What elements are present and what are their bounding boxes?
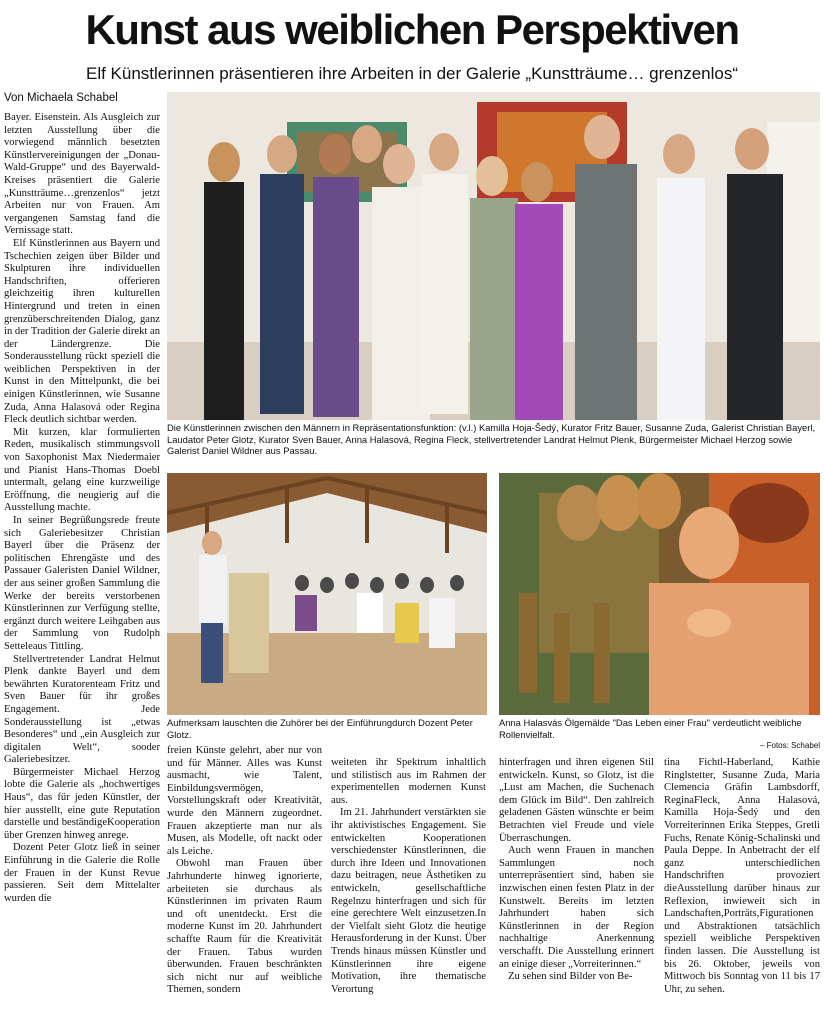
audience-photo-caption: Aufmerksam lauschten die Zuhörer bei der Einführungdurch Dozent Peter Glotz. xyxy=(167,717,473,740)
byline: Von Michaela Schabel xyxy=(4,92,118,104)
article-column-3 xyxy=(331,757,486,996)
paragraph: In seiner Begrüßungsrede freute sich Galeriebesitzer Christian Bayerl über die Präsenz der politischen Ehrengäste und des Passauer Galeristen Daniel Wildner, der aus seiner großen Sammlung die Werke der bereits verstorbenen Künstlerinnen zur Verfügung stellte, ergänzt durch weitere Leihgaben aus der Sammlung von Rudolph Setteleaus Tittling. xyxy=(4,515,160,652)
paragraph: Stellvertretender Landrat Helmut Plenk dankte Bayerl und dem bewährten Kuratorenteam Fritz und Sven Bauer für ihr großes Engagement. Jede Sonderausstellung ist „etwas Besonderes“ und „ein Ausgleich zur digitalen Welt“, sooder Galeriebesitzer. xyxy=(4,653,160,766)
painting-caption-text: Anna Halasvás Ölgemälde "Das Leben einer Frau" verdeutlicht weibliche Rollenvielfalt. xyxy=(499,717,802,740)
article-column-5 xyxy=(664,757,820,996)
group-photo-caption: Die Künstlerinnen zwischen den Männern in Repräsentationsfunktion: (v.l.) Kamilla Hoja-Šedý, Kurator Fritz Bauer, Susanne Zuda, Galerist Christian Bayerl, Laudator Peter Glotz, Kurator Sven Bauer, Anna Halasová, Regina Fleck, stellvertretender Landrat Helmut Plenk, Bürgermeister Michael Herzog sowie Galerist Daniel Wildner aus Passau. xyxy=(167,422,816,456)
paragraph: Dozent Peter Glotz ließ in seiner Einführung in die Galerie die Rolle der Frauen in der Kunst Revue passieren. Seit dem Mittelalter wurden die xyxy=(4,842,160,904)
subheadline: Elf Künstlerinnen präsentieren ihre Arbeiten in der Galerie „Kunstträume… grenzenlos“ xyxy=(85,64,738,83)
article-column-1 xyxy=(4,112,160,905)
audience-photo xyxy=(167,473,487,715)
group-photo xyxy=(167,92,820,420)
photo-credit: – Fotos: Schabel xyxy=(759,741,820,750)
paragraph: Zu sehen sind Bilder von Be- xyxy=(508,971,633,983)
paragraph: Elf Künstlerinnen aus Bayern und Tschechien zeigen über Bilder und Skulpturen ihre individuellen Handschriften, offerieren gleichzeitig ihren kulturellen Hintergrund und treten in einen grenzüberschreitenden Dialog, ganz in der Tradition der Galerie direkt an der Ländergrenze. Die Sonderausstellung rückt speziell die weiblichen Perspektiven in der Kunst in den Mittelpunkt, die bei einigen Künstlerinnen, wie Susanne Zuda, Anna Halasová oder Regina Fleck deutlich sichtbar werden. xyxy=(4,237,160,426)
paragraph: Mit kurzen, klar formulierten Reden, musikalisch stimmungsvoll von Saxophonist Max Niedermaier und Pianist Hans-Thomas Doebl untermalt, gelang eine kurzweilige Eröffnung, die neugierig auf die Ausstellung machte. xyxy=(4,426,160,514)
paragraph: Obwohl man Frauen über Jahrhunderte hinweg ignorierte, arbeiteten sie durchaus als Künstlerinnen im privaten Raum und oft unentdeckt. Erst die moderne Kunst im 20. Jahrhundert schaffte Raum für die Kreativität der Frauen. Tabus wurden überwunden. Frauen beschränkten sich nicht nur auf weibliche Themen, sondern xyxy=(167,858,322,996)
paragraph: tina Fichtl-Haberland, Kathie Ringlstetter, Susanne Zuda, Maria Clemencia Gräfin Lambsdorff, ReginaFleck, Anna Halasová, Kamilla Hoja-Šedý und den Vorreiterinnen Erika Steppes, Gretli Fuchs, Renate König-Schalinski und Paula Deppe. In Anbetracht der elf ganz unterschiedlichen Handschriften provoziert dieAusstellung darüber hinaus zur Reflexion, inwieweit sich in Landschaften,Porträts,Figurationen und Abstraktionen tatsächlich speziell weibliche Perspektiven finden lassen. Die Ausstellung ist bis 26. Oktober, jeweils von Mittwoch bis Sonntag von 11 bis 17 Uhr, zu sehen. xyxy=(664,757,820,995)
article-column-2 xyxy=(167,745,322,997)
paragraph: freien Künste gelehrt, aber nur von und für Männer. Alles was Kunst ausmacht, wie Talent, Einbildungsvermögen, Vorstellungskraft oder Kreativität, wurde den Männern zugeordnet. Frauen akzeptierte man nur als Musen, als Modelle, oft nackt oder als Leiche. xyxy=(167,745,322,857)
headline: Kunst aus weiblichen Perspektiven xyxy=(85,6,739,53)
paragraph: Im 21. Jahrhundert verstärkten sie ihr aktivistisches Engagement. Sie entwickelten Kooperationen verschiedenster Künstlerinnen, die durch ihre Ideen und Innovationen dazu beitragen, neue Ästhetiken zu entwickeln, gesellschaftliche Regelnzu hinterfragen und sich für eine gerechtere Welt einzusetzen.In der Vielfalt sieht Glotz die heutige Herausforderung in der Kunst. Über Trends hinaus müssen Künstler und Künstlerinnen ihre eigene Motivation, ihre thematische Verortung xyxy=(331,807,486,995)
paragraph: Bayer. Eisenstein. Als Ausgleich zur letzten Ausstellung über die vorwiegend männlich besetzten Künstlervereinigungen der „Donau-Wald-Gruppe“ und des Bayerwald-Kreises präsentiert die Galerie „Kunstträume…grenzenlos“ jetzt Arbeiten nur von Frauen. Am vergangenen Samstag fand die Vernissage statt. xyxy=(4,112,160,237)
paragraph: hinterfragen und ihren eigenen Stil entwickeln. Kunst, so Glotz, ist die „Lust am Machen, die Suchenach dem Glück im Bild“. Den zahlreich geladenen Gästen wünschte er beim Betrachten viel Freude und viele Überraschungen. xyxy=(499,757,654,844)
painting-photo xyxy=(499,473,820,715)
paragraph: Auch wenn Frauen in manchen Sammlungen noch unterrepräsentiert sind, haben sie inzwischen einen festen Platz in der Kunstwelt. Bereits im letzten Jahrhundert haben sich Künstlerinnen in der Region nachhaltige Anerkennung verschafft. Die Ausstellung erinnert an einige dieser „Vorreiterinnen.“ xyxy=(499,845,654,970)
painting-photo-caption xyxy=(499,717,820,752)
article-column-4 xyxy=(499,757,654,984)
paragraph: weiteten ihr Spektrum inhaltlich und stilistisch aus im Rahmen der experimentellen modernen Kunst aus. xyxy=(331,757,486,806)
paragraph: Bürgermeister Michael Herzog lobte die Galerie als „hochwertiges Haus“, das für jeden Künstler, der hier ausstellt, eine gute Reputation darstelle und beständigeKooperation über Grenzen hinweg anrege. xyxy=(4,766,160,841)
